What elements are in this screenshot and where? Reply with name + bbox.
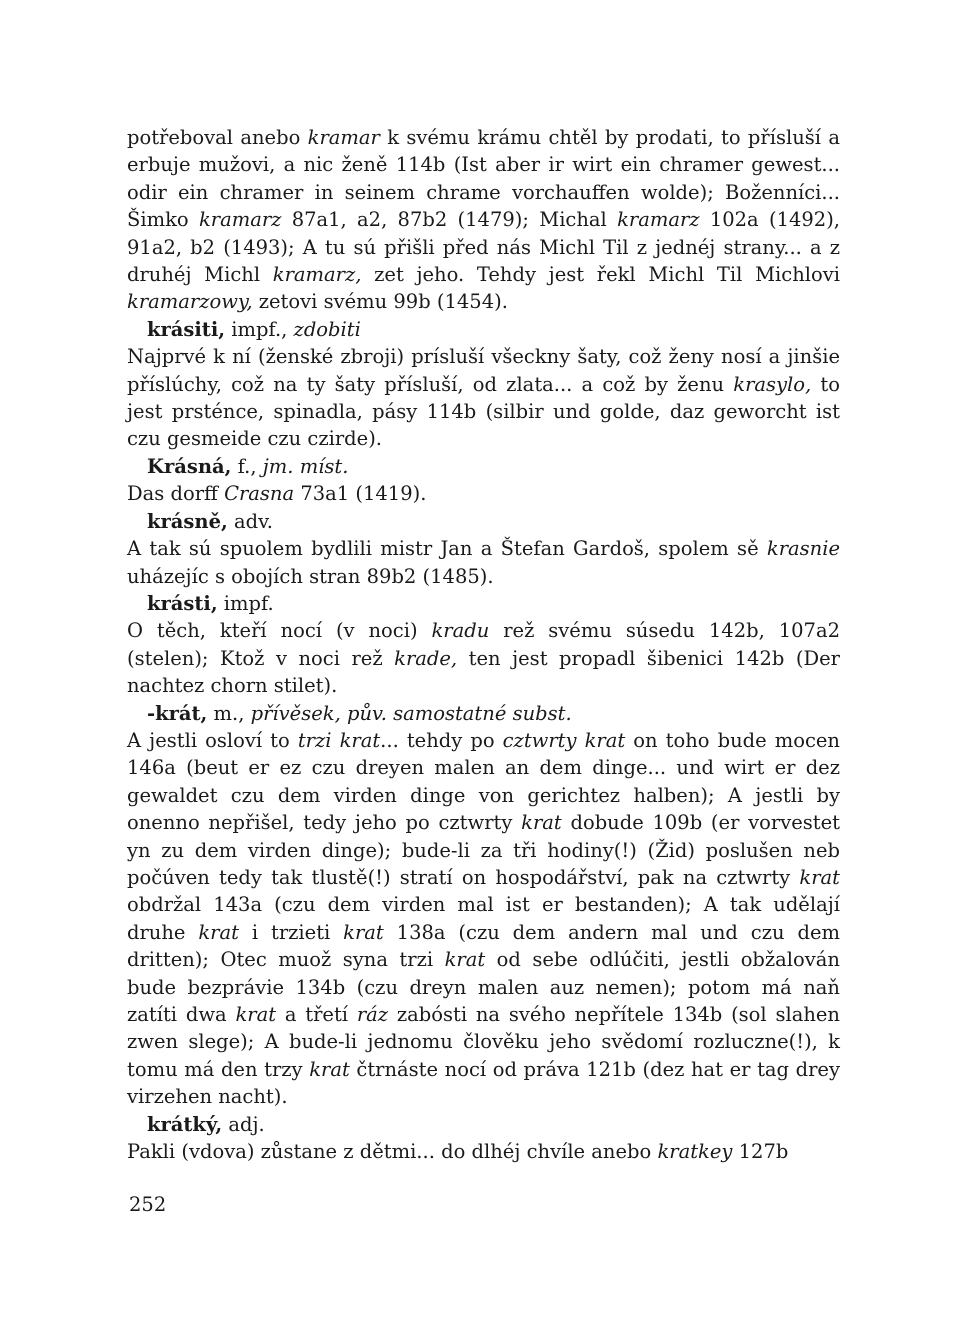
entry-headword-line — [147, 590, 840, 617]
citation-paragraph — [127, 535, 840, 590]
entry-headword-line — [147, 1111, 840, 1138]
citation-text: potřeboval anebo — [127, 126, 308, 149]
citation-text: k svému krámu chtěl by prodati, to přísluší a erbuje mužovi, a nic ženě 114b (Ist aber ir wirt ein chramer gewest... odir ein chramer in seinem chrame vorchauffen wolde); Boženníci... Šimko — [127, 126, 840, 232]
cited-form: kramarzowy, — [127, 290, 253, 314]
gloss: zdobiti — [287, 317, 361, 341]
citation-text: A jestli osloví to — [127, 728, 298, 752]
citation-text: 127b — [732, 1140, 789, 1164]
cited-form: ráz — [356, 1003, 389, 1026]
citation-text: rež svému súsedu 142b, 107a2 (stelen); Ktož v noci rež — [127, 619, 840, 670]
cited-form: krade, — [394, 646, 458, 670]
page-number: 252 — [129, 1193, 167, 1216]
cited-form: Crasna — [224, 482, 295, 506]
cited-form: krat — [235, 1003, 277, 1026]
citation-paragraph — [127, 1138, 840, 1165]
citation-text: čtrnáste nocí od práva 121b (dez hat er tag drey virzehen nacht). — [127, 1057, 840, 1109]
cited-form: krat — [343, 920, 384, 944]
headword: Krásná, — [147, 454, 232, 478]
citation-text: 138a (czu dem andern mal und czu dem dritten); Otec muož syna trzi — [127, 920, 840, 972]
citation-text: zet jeho. Tehdy jest řekl Michl Til Michlovi — [361, 263, 840, 287]
grammar-label: impf., — [225, 317, 288, 341]
citation-text: dobude 109b (er vorvestet yn zu dem virden dinge); bude-li za tři hodiny(!) (Žid) poslušen neb počúven tedy tak tlustě(!) stratí on hospodářství, pak na cztwrty — [127, 811, 840, 889]
cited-form: trzi krat — [297, 728, 381, 752]
cited-form: kratkey — [657, 1140, 733, 1164]
entry-headword-line — [147, 700, 840, 727]
citation-text: uházejíc s obojích stran 89b2 (1485). — [127, 564, 494, 588]
grammar-label: f., — [231, 454, 257, 478]
cited-form: krat — [521, 811, 562, 835]
citation-text: i trzieti — [238, 920, 344, 944]
entry-headword-line — [147, 453, 840, 480]
cited-form: cztwrty krat — [502, 728, 626, 752]
citation-text: zetovi svému 99b (1454). — [252, 290, 508, 314]
citation-text: Najprvé k ní (ženské zbroji) prísluší všeckny šaty, což ženy nosí a jinšie příslúchy, což na ty šaty přísluší, od zlata... a což by ženu — [127, 345, 840, 396]
citation-text: O těch, kteří nocí (v noci) — [127, 619, 432, 643]
grammar-label: m., — [207, 701, 245, 725]
citation-text: on toho bude mocen 146a (beut er ez czu dreyen malen an dem dinge... und wirt er dez gewaldet czu dem virden dinge von gerichtez halben); A jestli by onenno nepřišel, tedy jeho po cztwrty — [127, 728, 840, 835]
gloss: přívěsek, pův. samostatné subst. — [244, 701, 572, 725]
cited-form: kramarz — [617, 208, 700, 232]
citation-text: ten jest propadl šibenici 142b (Der nachtez chorn stilet). — [127, 646, 840, 698]
cited-form: krasnie — [766, 537, 840, 561]
citation-paragraph — [127, 124, 840, 316]
citation-text: obdržal 143a (czu dem virden mal ist er bestanden); A tak udělají druhe — [127, 893, 840, 944]
cited-form: kramar — [307, 126, 380, 149]
citation-paragraph — [127, 343, 840, 453]
citation-text: A tak sú spuolem bydlili mistr Jan a Štefan Gardoš, spolem sě — [127, 537, 767, 561]
citation-text: a třetí — [276, 1003, 357, 1026]
headword: krátký, — [147, 1112, 223, 1136]
dictionary-page-text — [127, 124, 840, 1165]
citation-paragraph — [127, 480, 840, 507]
citation-text: Das dorff — [127, 482, 225, 506]
citation-text: od sebe odlúčiti, jestli obžalován bude bezprávie 134b (czu dreyn malen auz nemen); potom má naň zatíti dwa — [127, 948, 840, 1026]
citation-text: ... tehdy po — [380, 728, 503, 752]
gloss: jm. míst. — [256, 454, 349, 478]
entry-headword-line — [147, 316, 840, 343]
citation-text: 102a (1492), 91a2, b2 (1493); A tu sú přišli před nás Michl Til z jednéj strany... a z druhéj Michl — [127, 208, 840, 287]
cited-form: krat — [444, 948, 486, 972]
entry-headword-line — [147, 508, 840, 535]
grammar-label: adj. — [222, 1112, 265, 1136]
cited-form: krat — [309, 1057, 350, 1081]
citation-paragraph — [127, 617, 840, 699]
cited-form: krat — [799, 865, 840, 889]
cited-form: kramarz, — [272, 263, 362, 287]
cited-form: krat — [198, 920, 239, 944]
citation-text: 87a1, a2, 87b2 (1479); Michal — [281, 208, 618, 232]
cited-form: kramarz — [198, 208, 282, 232]
cited-form: kradu — [431, 619, 490, 643]
citation-text: zabósti na svého nepřítele 134b (sol slahen zwen slege); A bude-li jednomu člověku jeho svědomí rozluczne(!), k tomu má den trzy — [127, 1003, 840, 1081]
headword: krásiti, — [147, 317, 226, 341]
citation-text: to jest prsténce, spinadla, pásy 114b (silbir und golde, daz geworcht ist czu gesmeide czu czirde). — [127, 372, 840, 451]
entries-container — [127, 124, 840, 1165]
cited-form: krasylo, — [733, 372, 812, 396]
headword: -krát, — [147, 701, 208, 725]
citation-text: 73a1 (1419). — [294, 482, 427, 506]
grammar-label: adv. — [227, 509, 273, 533]
headword: krásně, — [147, 509, 228, 533]
citation-text: Pakli (vdova) zůstane z dětmi... do dlhéj chvíle anebo — [127, 1140, 658, 1164]
grammar-label: impf. — [217, 591, 274, 615]
headword: krásti, — [147, 591, 218, 615]
citation-paragraph — [127, 727, 840, 1111]
